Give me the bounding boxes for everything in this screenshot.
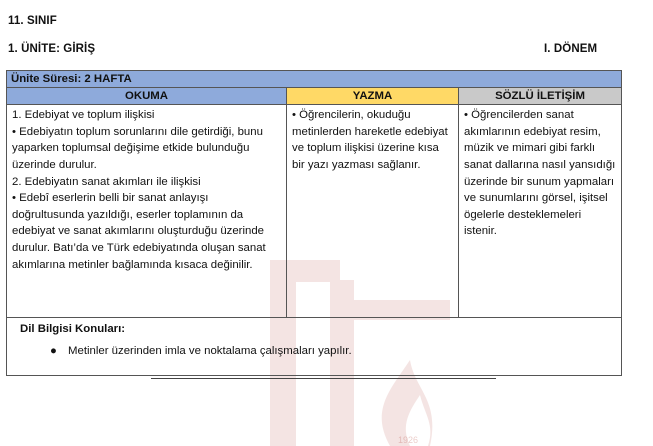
yazma-text: • Öğrencilerin, okuduğu metinlerden hareketle edebiyat ve toplum ilişkisi üzerine kısa bir yazı yazması sağlanır. (292, 109, 448, 171)
okuma-topic-2-detail: • Edebî eserlerin belli bir sanat anlayışı doğrultusunda yazıldığı, eserler toplamının da edebiyat ve sanat akımlarını oluşturduğu üzerinde durulur. Batı’da ve Türk edebiyatında oluşan sanat akımlarına metinler bağlamında kısaca değinilir. (12, 192, 266, 271)
yazma-cell (287, 105, 459, 318)
column-header-okuma: OKUMA (7, 88, 287, 105)
term-label: I. DÖNEM (544, 43, 598, 55)
okuma-cell (7, 105, 287, 318)
curriculum-table (6, 70, 622, 376)
grammar-cell (7, 318, 622, 376)
bullet-icon: ● (50, 344, 57, 357)
okuma-topic-1: 1. Edebiyat ve toplum ilişkisi (12, 109, 155, 121)
unit-title: 1. ÜNİTE: GİRİŞ (8, 43, 96, 55)
grammar-list (20, 343, 621, 360)
column-header-yazma: YAZMA (287, 88, 459, 105)
grammar-item (50, 343, 621, 360)
grammar-item-text: Metinler üzerinden imla ve noktalama çalışmaları yapılır. (68, 344, 352, 357)
divider-line (151, 378, 496, 379)
okuma-topic-1-detail: • Edebiyatın toplum sorunlarını dile getirdiği, bunu yaparken toplumsal değişime etkide bulunduğu üzerinde durulur. (12, 125, 263, 171)
column-header-sozlu-iletisim: SÖZLÜ İLETİŞİM (459, 88, 622, 105)
grammar-row (7, 318, 622, 376)
watermark-year: 1926 (398, 435, 419, 445)
column-header-row (7, 88, 622, 105)
grammar-title: Dil Bilgisi Konuları: (20, 323, 126, 335)
sozlu-iletisim-cell (459, 105, 622, 318)
content-row (7, 105, 622, 318)
grade-title: 11. SINIF (8, 15, 57, 27)
sozlu-iletisim-text: • Öğrencilerden sanat akımlarının edebiyat resim, müzik ve mimari gibi farklı sanat dallarına nasıl yansıdığı üzerinde bir sunum yapmaları ve sunumlarını görsel, işitsel ögelerle desteklemeleri istenir. (464, 109, 616, 238)
okuma-topic-2: 2. Edebiyatın sanat akımları ile ilişkisi (12, 175, 201, 188)
duration-row (7, 71, 622, 88)
unit-duration: Ünite Süresi: 2 HAFTA (7, 71, 622, 88)
